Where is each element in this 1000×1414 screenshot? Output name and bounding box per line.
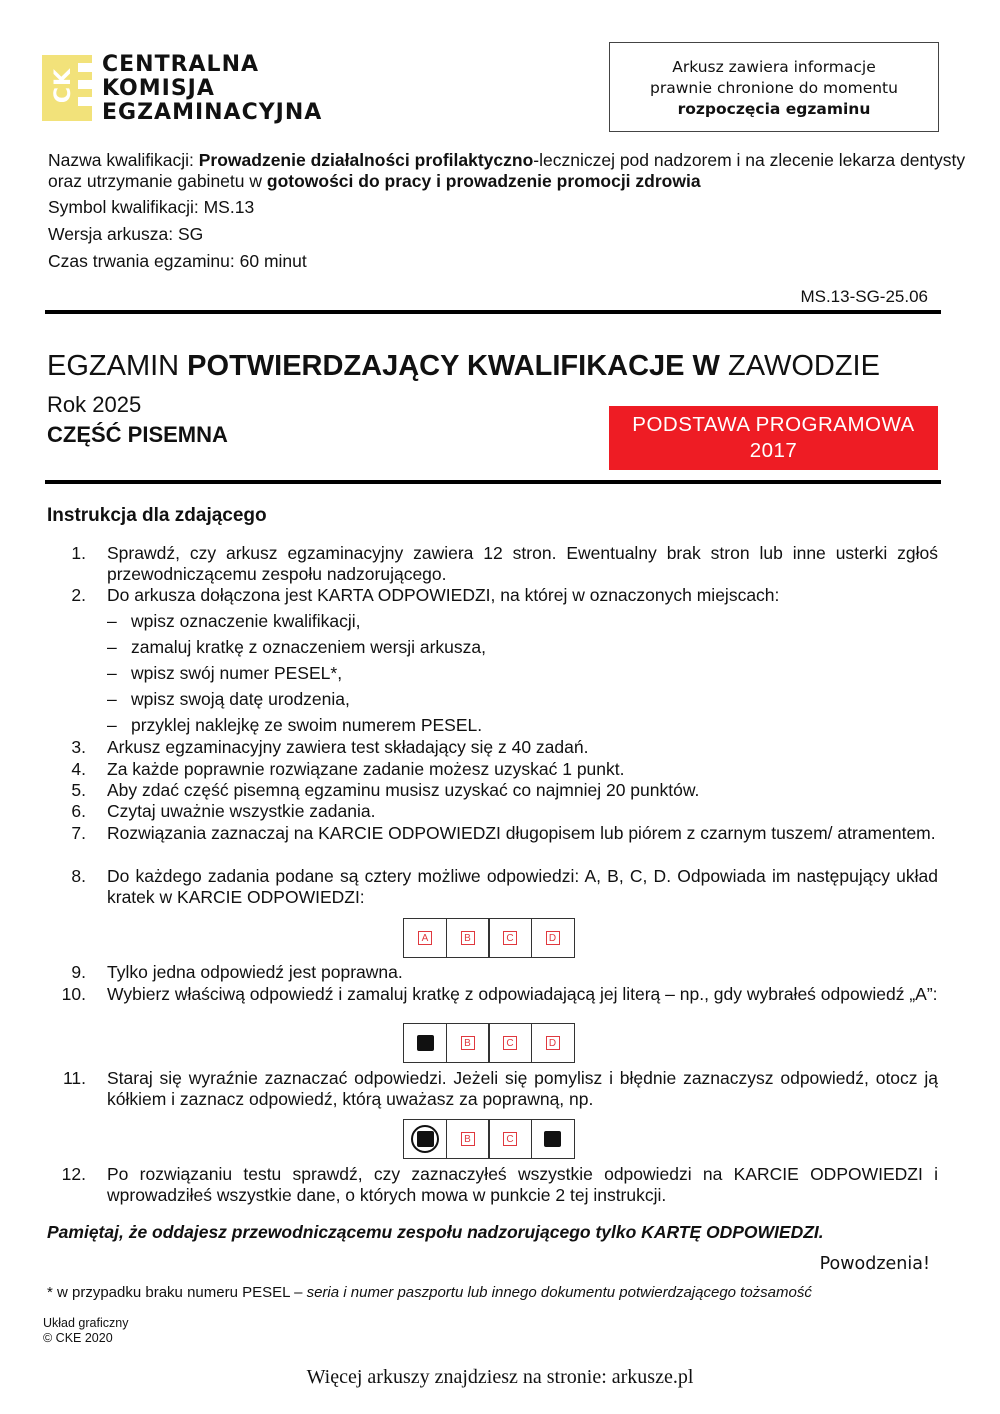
exam-title (47, 350, 880, 383)
good-luck: Powodzenia! (819, 1254, 930, 1274)
subitem-text: wpisz swój numer PESEL*, (131, 663, 343, 683)
item-number: 9. (71, 962, 86, 982)
exam-part: CZĘŚĆ PISEMNA (47, 422, 228, 447)
remember-note: Pamiętaj, że oddajesz przewodniczącemu zespołu nadzorującego tylko KARTĘ ODPOWIEDZI. (47, 1222, 824, 1242)
qualification-name (48, 150, 978, 192)
filled-mark (417, 1131, 434, 1147)
divider (45, 480, 941, 484)
dash: – (107, 689, 117, 709)
letter-box: D (546, 931, 560, 945)
item-number: 4. (71, 759, 86, 779)
logo-stripes (72, 55, 92, 121)
filled-mark (544, 1131, 561, 1147)
exam-title-part: POTWIERDZAJĄCY KWALIFIKACJE W (187, 350, 720, 382)
instruction-subitem (107, 689, 350, 710)
answer-cell (488, 918, 532, 958)
sheet-code: MS.13-SG-25.06 (800, 287, 928, 306)
item-number: 11. (62, 1068, 86, 1088)
letter-box: C (503, 1132, 517, 1146)
subitem-text: wpisz swoją datę urodzenia, (131, 689, 350, 709)
item-number: 3. (71, 737, 86, 757)
exam-title-part: ZAWODZIE (719, 350, 880, 382)
logo-line: KOMISJA (102, 76, 215, 101)
item-text: Do każdego zadania podane są cztery możliwe odpowiedzi: A, B, C, D. Odpowiada im następujący układ kratek w KARCIE ODPOWIEDZI: (107, 866, 938, 907)
instructions-title: Instrukcja dla zdającego (47, 505, 267, 526)
answer-cell (531, 1023, 575, 1063)
program-badge-line: 2017 (749, 439, 798, 462)
logo-wordmark (102, 53, 322, 125)
qualification-name-part: gotowości do pracy i prowadzenie promocji zdrowia (266, 171, 701, 191)
notice-line-bold: rozpoczęcia egzaminu (677, 100, 871, 118)
item-number: 2. (71, 585, 86, 605)
letter-box: B (461, 1036, 475, 1050)
circled-mark (411, 1125, 439, 1153)
dash: – (107, 715, 117, 735)
program-badge (609, 406, 938, 470)
letter-box: C (503, 1036, 517, 1050)
instruction-subitem (107, 611, 361, 632)
layout-credit (43, 1316, 128, 1346)
answer-cell (446, 1023, 490, 1063)
sheet-version: Wersja arkusza: SG (48, 224, 204, 244)
item-text: Rozwiązania zaznaczaj na KARCIE ODPOWIEDZI długopisem lub piórem z czarnym tuszem/ atramentem. (107, 823, 936, 843)
exam-year: Rok 2025 (47, 392, 142, 417)
cke-logo-icon (42, 55, 92, 121)
item-number: 10. (61, 984, 86, 1004)
instruction-subitem (107, 663, 342, 684)
qualification-label: Nazwa kwalifikacji: (48, 150, 199, 170)
program-badge-line: PODSTAWA PROGRAMOWA (632, 413, 915, 436)
subitem-text: wpisz oznaczenie kwalifikacji, (131, 611, 361, 631)
dash: – (107, 637, 117, 657)
answer-cell (446, 1119, 490, 1159)
dash: – (107, 663, 117, 683)
subitem-text: zamaluj kratkę z oznaczeniem wersji arkusza, (131, 637, 486, 657)
confidential-notice (609, 42, 939, 132)
qualification-symbol: Symbol kwalifikacji: MS.13 (48, 197, 255, 217)
answer-cell (488, 1119, 532, 1159)
item-number: 8. (71, 866, 86, 886)
answer-grid-example-corrected (403, 1119, 579, 1159)
exam-duration: Czas trwania egzaminu: 60 minut (48, 251, 307, 271)
footnote-text: * w przypadku braku numeru PESEL – (47, 1284, 307, 1301)
answer-cell (531, 1119, 575, 1159)
answer-cell (488, 1023, 532, 1063)
item-number: 7. (71, 823, 86, 843)
logo-line: CENTRALNA (102, 52, 260, 77)
answer-cell (403, 918, 447, 958)
item-text: Staraj się wyraźnie zaznaczać odpowiedzi. Jeżeli się pomylisz i błędnie zaznaczysz odpowiedź, otocz ją kółkiem i zaznacz odpowiedź, którą uważasz za poprawną, np. (107, 1068, 938, 1109)
answer-grid-example-filled (403, 1023, 579, 1063)
item-text: Sprawdź, czy arkusz egzaminacyjny zawiera 12 stron. Ewentualny brak stron lub inne usterki zgłoś przewodniczącemu zespołu nadzorującego. (107, 543, 938, 584)
letter-box: B (461, 931, 475, 945)
item-text: Za każde poprawnie rozwiązane zadanie możesz uzyskać 1 punkt. (107, 759, 625, 779)
item-text: Aby zdać część pisemną egzaminu musisz uzyskać co najmniej 20 punktów. (107, 780, 700, 800)
qualification-name-part: -leczniczej pod nadzorem i na zlecenie lekarza dentysty oraz utrzymanie gabinetu w (48, 150, 966, 191)
footnote (47, 1284, 812, 1301)
answer-grid-example (403, 918, 579, 958)
item-text: Arkusz egzaminacyjny zawiera test składający się z 40 zadań. (107, 737, 589, 757)
item-text: Wybierz właściwą odpowiedź i zamaluj kratkę z odpowiadającą jej literą – np., gdy wybrałeś odpowiedź „A”: (107, 984, 938, 1004)
item-text: Do arkusza dołączona jest KARTA ODPOWIEDZI, na której w oznaczonych miejscach: (107, 585, 780, 605)
layout-credit-line: Układ graficzny (43, 1316, 129, 1330)
dash: – (107, 611, 117, 631)
item-number: 1. (71, 543, 86, 563)
item-text: Po rozwiązaniu testu sprawdź, czy zaznaczyłeś wszystkie odpowiedzi na KARCIE ODPOWIEDZI i wprowadziłeś wszystkie dane, o których mowa w punkcie 2 tej instrukcji. (107, 1164, 938, 1205)
item-number: 12. (61, 1164, 86, 1184)
qualification-name-part: Prowadzenie działalności profilaktyczno (198, 150, 534, 170)
item-text: Tylko jedna odpowiedź jest poprawna. (107, 962, 403, 982)
notice-line: Arkusz zawiera informacje (672, 58, 876, 76)
notice-line: prawnie chronione do momentu (650, 79, 898, 97)
instruction-subitem (107, 715, 482, 736)
divider (45, 310, 941, 314)
answer-cell (531, 918, 575, 958)
filled-mark (417, 1035, 434, 1051)
letter-box: D (546, 1036, 560, 1050)
website-note: Więcej arkuszy znajdziesz na stronie: arkusze.pl (306, 1366, 694, 1388)
logo-line: EGZAMINACYJNA (102, 100, 323, 125)
letter-box: B (461, 1132, 475, 1146)
letter-box: A (418, 931, 432, 945)
exam-title-part: EGZAMIN (47, 350, 188, 382)
answer-cell (446, 918, 490, 958)
logo-mark-text: CK (51, 67, 77, 104)
layout-credit-line: © CKE 2020 (43, 1331, 113, 1345)
answer-cell (403, 1119, 447, 1159)
item-number: 5. (71, 780, 86, 800)
letter-box: C (503, 931, 517, 945)
instruction-subitem (107, 637, 486, 658)
answer-cell (403, 1023, 447, 1063)
subitem-text: przyklej naklejkę ze swoim numerem PESEL. (131, 715, 483, 735)
footnote-text-italic: seria i numer paszportu lub innego dokumentu potwierdzającego tożsamość (306, 1284, 812, 1301)
item-number: 6. (71, 801, 86, 821)
item-text: Czytaj uważnie wszystkie zadania. (107, 801, 376, 821)
